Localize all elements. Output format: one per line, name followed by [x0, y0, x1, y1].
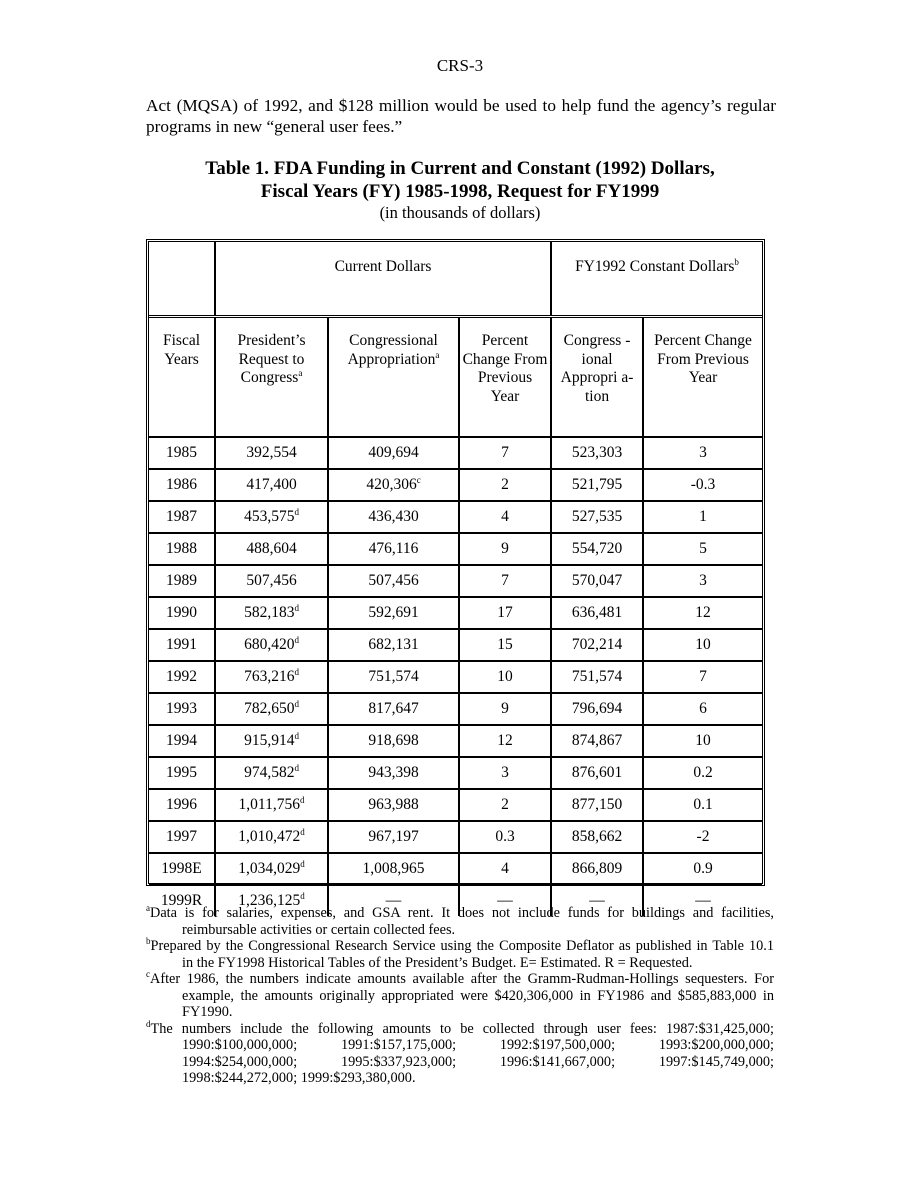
constant-percent-change-cell: 1 — [643, 501, 762, 533]
constant-percent-change-cell: 3 — [643, 565, 762, 597]
request-cell: 915,914$^d$ — [215, 725, 328, 757]
request-cell: 507,456 — [215, 565, 328, 597]
constant-percent-change-cell: 0.2 — [643, 757, 762, 789]
intro-paragraph — [146, 95, 776, 137]
percent-change-cell: 12 — [459, 725, 551, 757]
constant-appropriation-cell: 702,214 — [551, 629, 643, 661]
year-cell: 1999R — [149, 885, 215, 916]
constant-appropriation-cell: 636,481 — [551, 597, 643, 629]
year-cell: 1996 — [149, 789, 215, 821]
footnotes — [146, 905, 774, 1087]
percent-change-cell: 7 — [459, 565, 551, 597]
constant-percent-change-cell: 6 — [643, 693, 762, 725]
current-dollars-header: Current Dollars — [215, 242, 551, 317]
year-cell: 1991 — [149, 629, 215, 661]
appropriation-cell: 918,698 — [328, 725, 459, 757]
request-cell: 1,236,125$^d$ — [215, 885, 328, 916]
table-row — [149, 789, 762, 821]
percent-change-cell: 3 — [459, 757, 551, 789]
appropriation-cell: 507,456 — [328, 565, 459, 597]
year-cell: 1989 — [149, 565, 215, 597]
table-caption — [0, 157, 920, 223]
appropriation-cell: 963,988 — [328, 789, 459, 821]
column-header: President’s Request to Congress$^a$ — [215, 317, 328, 438]
year-cell: 1988 — [149, 533, 215, 565]
intro-line: programs in new “general user fees.” — [146, 117, 403, 136]
percent-change-cell: 7 — [459, 437, 551, 469]
appropriation-cell: 682,131 — [328, 629, 459, 661]
appropriation-cell: 751,574 — [328, 661, 459, 693]
constant-appropriation-cell: 521,795 — [551, 469, 643, 501]
table-row — [149, 629, 762, 661]
request-cell: 488,604 — [215, 533, 328, 565]
constant-appropriation-cell: 554,720 — [551, 533, 643, 565]
group-header-row — [149, 242, 762, 317]
appropriation-cell: 476,116 — [328, 533, 459, 565]
year-cell: 1994 — [149, 725, 215, 757]
year-cell: 1992 — [149, 661, 215, 693]
constant-appropriation-cell: 751,574 — [551, 661, 643, 693]
request-cell: 453,575$^d$ — [215, 501, 328, 533]
table-row — [149, 437, 762, 469]
constant-percent-change-cell: -2 — [643, 821, 762, 853]
page-number-header: CRS-3 — [436, 56, 484, 75]
table-row — [149, 853, 762, 885]
table-row — [149, 533, 762, 565]
blank-header-cell — [149, 242, 215, 317]
request-cell: 974,582$^d$ — [215, 757, 328, 789]
constant-appropriation-cell: 523,303 — [551, 437, 643, 469]
footnote-d: $^d$The numbers include the following amounts to be collected through user fees: 1987:$31,425,000; 1990:$100,000,000; 1991:$157,175,000; 1992:$197,500,000; 1993:$200,000,000; 1994:$254,000,000; 1995:$337,923,000; 1996:$141,667,000; 1997:$145,749,000; 1998:$244,272,000; 1999:$293,380,000. — [146, 1018, 774, 1086]
appropriation-cell: 592,691 — [328, 597, 459, 629]
appropriation-cell: 967,197 — [328, 821, 459, 853]
request-cell: 417,400 — [215, 469, 328, 501]
appropriation-cell: 436,430 — [328, 501, 459, 533]
request-cell: 582,183$^d$ — [215, 597, 328, 629]
constant-percent-change-cell: 3 — [643, 437, 762, 469]
percent-change-cell: 0.3 — [459, 821, 551, 853]
constant-appropriation-cell: 527,535 — [551, 501, 643, 533]
request-cell: 1,011,756$^d$ — [215, 789, 328, 821]
table-row — [149, 597, 762, 629]
column-header: Fiscal Years — [149, 317, 215, 438]
column-header-row — [149, 317, 762, 438]
funding-table — [146, 239, 765, 909]
appropriation-cell: 817,647 — [328, 693, 459, 725]
appropriation-cell: 943,398 — [328, 757, 459, 789]
intro-line: Act (MQSA) of 1992, and $128 million would be used to help fund the agency’s regular — [146, 96, 776, 115]
footnote-c: $^c$After 1986, the numbers indicate amounts available after the Gramm-Rudman-Hollings sequesters. For example, the amounts originally appropriated were $420,306,000 in FY1986 and $585,883,000 in FY1990. — [146, 969, 774, 1020]
table-title: Table 1. FDA Funding in Current and Constant (1992) Dollars, — [205, 158, 715, 179]
constant-appropriation-cell: 866,809 — [551, 853, 643, 885]
year-cell: 1998E — [149, 853, 215, 885]
year-cell: 1997 — [149, 821, 215, 853]
table-row — [149, 757, 762, 789]
constant-percent-change-cell: 7 — [643, 661, 762, 693]
constant-percent-change-cell: 0.9 — [643, 853, 762, 885]
year-cell: 1987 — [149, 501, 215, 533]
year-cell: 1986 — [149, 469, 215, 501]
constant-percent-change-cell: 10 — [643, 725, 762, 757]
constant-percent-change-cell: -0.3 — [643, 469, 762, 501]
constant-appropriation-cell: — — [551, 885, 643, 916]
request-cell: 1,010,472$^d$ — [215, 821, 328, 853]
constant-percent-change-cell: 0.1 — [643, 789, 762, 821]
request-cell: 680,420$^d$ — [215, 629, 328, 661]
percent-change-cell: 2 — [459, 789, 551, 821]
footnote-a: $^a$Data is for salaries, expenses, and GSA rent. It does not include funds for buildings and facilities, reimbursable activities or certain collected fees. — [146, 903, 774, 938]
constant-appropriation-cell: 570,047 — [551, 565, 643, 597]
table-title: Fiscal Years (FY) 1985-1998, Request for FY1999 — [260, 181, 660, 202]
constant-appropriation-cell: 796,694 — [551, 693, 643, 725]
column-header: Congressional Appropriation$^a$ — [328, 317, 459, 438]
percent-change-cell: 17 — [459, 597, 551, 629]
appropriation-cell: 409,694 — [328, 437, 459, 469]
appropriation-cell: 1,008,965 — [328, 853, 459, 885]
percent-change-cell: — — [459, 885, 551, 916]
constant-percent-change-cell: 10 — [643, 629, 762, 661]
constant-appropriation-cell: 876,601 — [551, 757, 643, 789]
constant-appropriation-cell: 877,150 — [551, 789, 643, 821]
percent-change-cell: 10 — [459, 661, 551, 693]
percent-change-cell: 15 — [459, 629, 551, 661]
constant-percent-change-cell: 5 — [643, 533, 762, 565]
percent-change-cell: 9 — [459, 693, 551, 725]
year-cell: 1993 — [149, 693, 215, 725]
constant-appropriation-cell: 874,867 — [551, 725, 643, 757]
year-cell: 1985 — [149, 437, 215, 469]
year-cell: 1990 — [149, 597, 215, 629]
table-row — [149, 821, 762, 853]
request-cell: 782,650$^d$ — [215, 693, 328, 725]
year-cell: 1995 — [149, 757, 215, 789]
percent-change-cell: 2 — [459, 469, 551, 501]
constant-dollars-header: FY1992 Constant Dollars$^b$ — [551, 242, 762, 317]
column-header: Percent Change From Previous Year — [643, 317, 762, 438]
footnote-b: $^b$Prepared by the Congressional Research Service using the Composite Deflator as published in Table 10.1 in the FY1998 Historical Tables of the President’s Budget. E= Estimated. R = Requested. — [146, 936, 774, 971]
table-row — [149, 469, 762, 501]
table-row — [149, 501, 762, 533]
request-cell: 763,216$^d$ — [215, 661, 328, 693]
constant-percent-change-cell: — — [643, 885, 762, 916]
request-cell: 1,034,029$^d$ — [215, 853, 328, 885]
constant-appropriation-cell: 858,662 — [551, 821, 643, 853]
appropriation-cell: — — [328, 885, 459, 916]
table-subtitle: (in thousands of dollars) — [379, 203, 541, 222]
percent-change-cell: 4 — [459, 853, 551, 885]
column-header: Congress -ional Appropri a-tion — [551, 317, 643, 438]
table-row — [149, 693, 762, 725]
constant-percent-change-cell: 12 — [643, 597, 762, 629]
percent-change-cell: 4 — [459, 501, 551, 533]
appropriation-cell: 420,306$^c$ — [328, 469, 459, 501]
request-cell: 392,554 — [215, 437, 328, 469]
column-header: Percent Change From Previous Year — [459, 317, 551, 438]
table-row — [149, 725, 762, 757]
table-row — [149, 661, 762, 693]
percent-change-cell: 9 — [459, 533, 551, 565]
table-row — [149, 565, 762, 597]
